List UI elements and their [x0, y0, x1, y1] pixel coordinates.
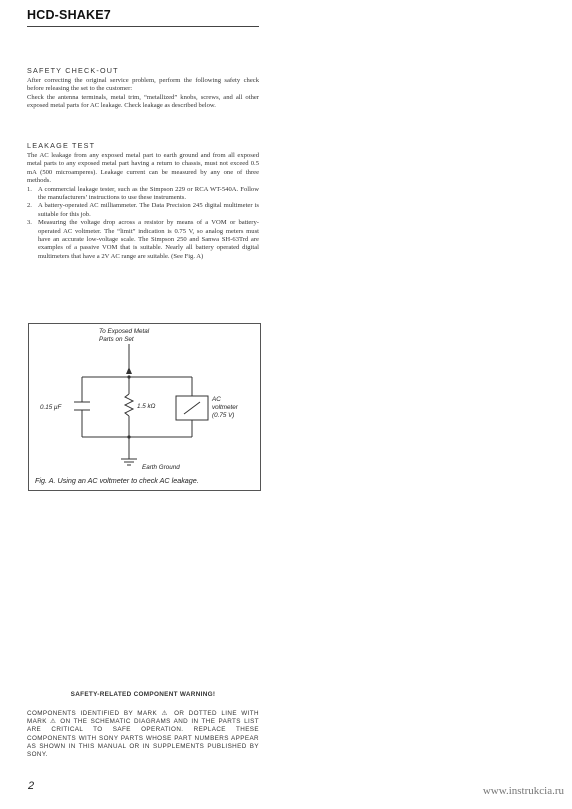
earth-ground-label: Earth Ground — [142, 464, 180, 471]
figure-caption: Fig. A. Using an AC voltmeter to check AC leakage. — [35, 476, 199, 485]
document-title: HCD-SHAKE7 — [27, 8, 111, 22]
label-parts-on-set: Parts on Set — [99, 336, 134, 343]
watermark: www.instrukcia.ru — [482, 785, 564, 797]
arrow-up-icon — [126, 367, 132, 374]
leakage-circuit-diagram — [29, 324, 260, 490]
warning-body: COMPONENTS IDENTIFIED BY MARK ⚠ OR DOTTED LINE WITH MARK ⚠ ON THE SCHEMATIC DIAGRAMS AND IN THE PARTS LIST ARE CRITICAL TO SAFE OPERATION. REPLACE THESE COMPONENTS WITH SONY PARTS WHOSE PART NUMBERS APPEAR AS SHOWN IN THIS MANUAL OR IN SUPPLEMENTS PUBLISHED BY SONY. — [27, 710, 259, 759]
list-item: 2. A battery-operated AC milliammeter. The Data Precision 245 digital multimeter is suitable for this job. — [27, 202, 259, 218]
capacitor-label: 0.15 μF — [40, 404, 62, 411]
safety-section — [27, 66, 259, 111]
warning-title: SAFETY-RELATED COMPONENT WARNING! — [70, 691, 216, 698]
safety-paragraph-2: Check the antenna terminals, metal trim, “metallized” knobs, screws, and all other exposed metal parts for AC leakage. Check leakage as described below. — [27, 93, 259, 110]
voltmeter-label: AC — [212, 396, 221, 403]
label-exposed-metal: To Exposed Metal — [99, 328, 150, 335]
resistor-label: 1.5 kΩ — [137, 403, 156, 410]
method-list — [27, 186, 259, 262]
safety-paragraph-1: After correcting the original service problem, perform the following safety check before releasing the set to the customer: — [27, 77, 259, 93]
leakage-section — [27, 141, 259, 261]
leakage-intro: The AC leakage from any exposed metal part to earth ground and from all exposed metal parts to any exposed metal part having a return to chassis, must not exceed 0.5 mA (500 microamperes). Leakage current can be measured by any one of three methods. — [27, 152, 259, 185]
leakage-heading: LEAKAGE TEST — [27, 141, 96, 150]
page-number: 2 — [28, 780, 35, 792]
list-item: 1. A commercial leakage tester, such as the Simpson 229 or RCA WT-540A. Follow the manufacturers’ instructions to use these instruments. — [27, 185, 259, 202]
svg-text:voltmeter: voltmeter — [212, 404, 238, 411]
svg-text:(0.75 V): (0.75 V) — [212, 412, 235, 419]
header-rule — [27, 26, 259, 27]
safety-heading: SAFETY CHECK-OUT — [27, 66, 119, 75]
figure-a — [28, 323, 261, 491]
list-item: 3. Measuring the voltage drop across a resistor by means of a VOM or battery-operated AC voltmeter. The “limit” indication is 0.75 V, so analog meters must have an accurate low-voltage scale. The Simpson 250 and Sanwa SH-63Trd are examples of a passive VOM that is suitable. Nearly all battery operated digital multimeters that have a 2V AC range are suitable. (See Fig. A) — [27, 219, 259, 260]
